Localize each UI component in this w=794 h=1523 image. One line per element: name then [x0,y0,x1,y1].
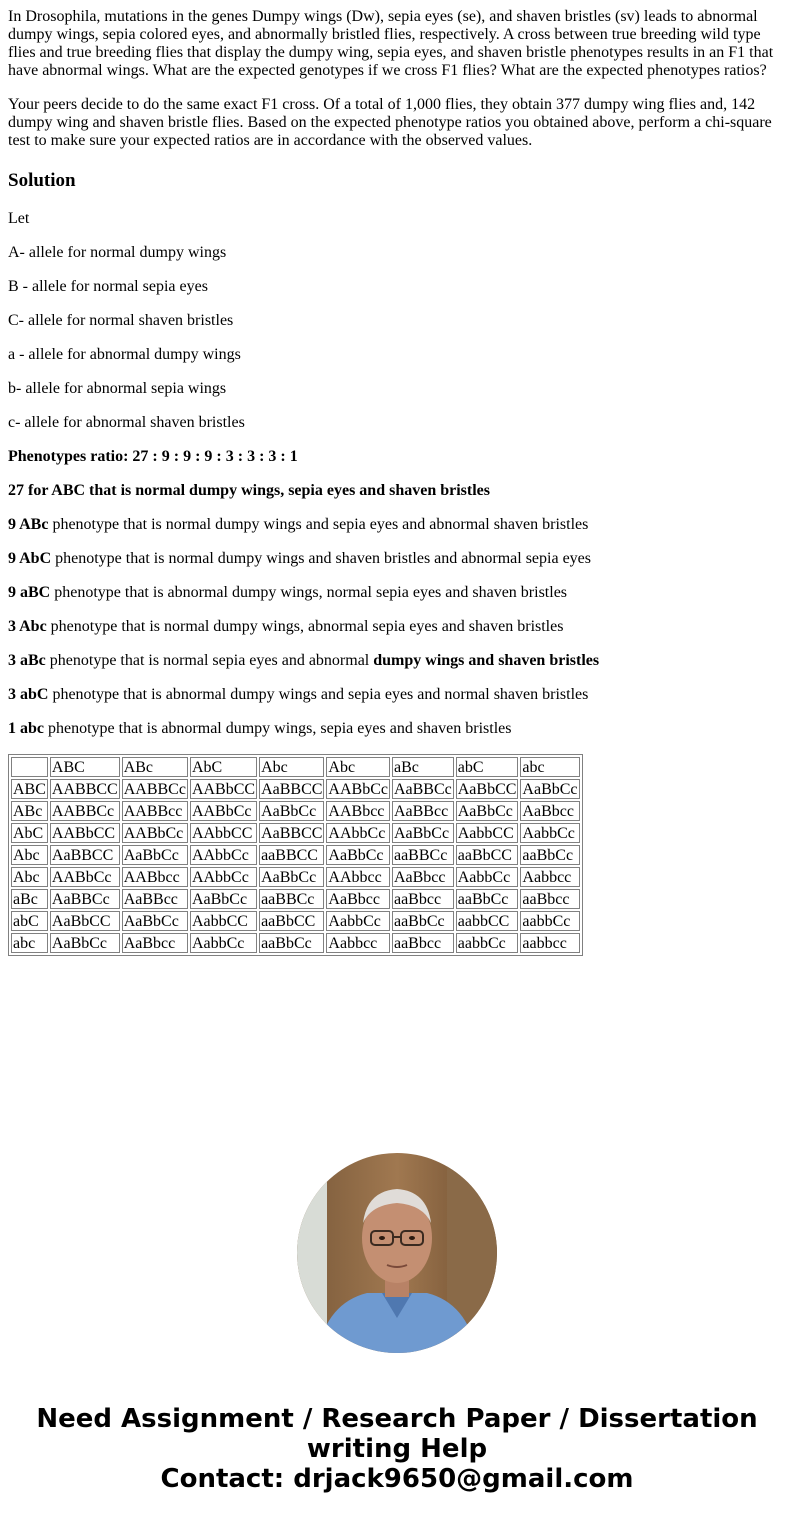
ratio-label: 3 Abc [8,618,47,635]
table-row-label: abc [11,933,48,953]
allele-line: A- allele for normal dumpy wings [8,244,227,261]
table-cell: AaBbcc [122,933,188,953]
table-cell: AaBBCC [50,845,120,865]
ratio-line [8,720,786,738]
table-cell: aaBbCc [392,911,454,931]
promo-contact[interactable]: Contact: drjack9650@gmail.com [160,1464,634,1494]
phenotype-ratio-text: Phenotypes ratio: 27 : 9 : 9 : 9 : 3 : 3 : 3 : 1 [8,448,298,465]
table-header-cell [11,757,48,777]
question-paragraph-2: Your peers decide to do the same exact F1 cross. Of a total of 1,000 flies, they obtain 377 dumpy wing flies and, 142 dumpy wing and shaven bristle flies. Based on the expected phenotype ratios you obtained above, perform a chi-square test to make sure your expected ratios are in accordance with the observed values. [8,96,772,149]
table-cell: AABBCc [50,801,120,821]
question-paragraph-1: In Drosophila, mutations in the genes Dumpy wings (Dw), sepia eyes (se), and shaven bristles (sv) leads to abnormal dumpy wings, sepia colored eyes, and abnormally bristled flies, respectively. A cross between true breeding wild type flies and true breeding flies that display the dumpy wing, sepia eyes, and shaven bristle phenotypes results in an F1 that have abnormal wings. What are the expected genotypes if we cross F1 flies? What are the expected phenotypes ratios? [8,8,774,79]
ratio-label: 9 AbC [8,550,52,567]
table-cell: AabbCc [326,911,390,931]
table-cell: AABbCc [190,801,257,821]
table-cell: aabbCC [456,911,519,931]
table-cell: AabbCc [520,823,579,843]
table-cell: AaBbCc [190,889,257,909]
author-portrait-image [297,1153,497,1353]
table-row-label: ABc [11,801,48,821]
table-cell: aaBbCc [456,889,519,909]
table-cell: AaBbcc [392,867,454,887]
ratio-line [8,652,786,670]
table-header-cell: ABc [122,757,188,777]
table-cell: AaBBCC [261,825,323,842]
table-cell: AaBbCc [522,781,578,798]
author-avatar [297,1153,497,1353]
table-header-cell: Abc [326,757,390,777]
table-cell: aaBbCc [259,933,324,953]
table-cell: AaBBcc [122,889,188,909]
table-cell: aabbcc [520,933,579,953]
table-cell: AaBbCc [456,801,519,821]
table-row [11,911,580,931]
table-cell: Aabbcc [326,933,390,953]
table-row [11,845,580,865]
table-cell: AaBbCc [122,911,188,931]
table-header-cell: ABC [50,757,120,777]
table-cell: AABbcc [326,801,390,821]
table-cell: AaBBCc [393,781,452,798]
table-cell: aaBBCC [259,845,324,865]
table-cell: AAbbCc [190,845,257,865]
ratio-description: phenotype that is normal dumpy wings, abnormal sepia eyes and shaven bristles [46,618,564,635]
ratio-description: phenotype that is abnormal dumpy wings, normal sepia eyes and shaven bristles [50,584,568,601]
table-cell: AAbbcc [326,867,390,887]
table-cell: AAbbCc [190,867,257,887]
table-row [11,867,580,887]
ratio-line [8,516,786,534]
table-cell: AABBCc [123,781,186,798]
promo-line-1: Need Assignment / Research Paper / Dissertation [36,1404,758,1434]
ratio-label: 3 abC [8,686,49,703]
table-cell: AaBbCc [259,801,324,821]
table-row-label: Abc [11,867,48,887]
table-cell: aaBbcc [392,933,454,953]
table-cell: AaBBCC [261,781,323,798]
table-cell: AaBbCc [326,845,390,865]
table-cell: AABbcc [122,867,188,887]
table-cell: AABBcc [122,801,188,821]
table-row-label: abC [11,911,48,931]
table-cell: aaBbCC [259,911,324,931]
table-header-cell: aBc [392,757,454,777]
table-cell: aaBbCC [456,845,519,865]
promo-line-2: writing Help [306,1434,488,1464]
ratio-27-line [8,482,786,500]
table-row-label: aBc [11,889,48,909]
ratio-description: phenotype that is abnormal dumpy wings, sepia eyes and shaven bristles [44,720,512,737]
ratio-27-text: 27 for ABC that is normal dumpy wings, sepia eyes and shaven bristles [8,482,490,499]
table-row [11,779,580,799]
ratio-description: phenotype that is abnormal dumpy wings and sepia eyes and normal shaven bristles [48,686,589,703]
document-body [8,0,786,956]
table-cell: AABBCC [51,781,118,798]
table-cell: Aabbcc [520,867,579,887]
table-row [11,823,580,843]
table-header-cell: abc [520,757,579,777]
ratio-label: 9 ABc [8,516,49,533]
allele-line: c- allele for abnormal shaven bristles [8,414,245,431]
let-line: Let [8,210,30,227]
ratio-description: phenotype that is normal sepia eyes and abnormal [45,652,374,669]
table-row [11,801,580,821]
table-cell: AaBbcc [520,801,579,821]
ratio-line [8,550,786,568]
table-cell: aaBbCc [520,845,579,865]
allele-line: B - allele for normal sepia eyes [8,278,208,295]
ratio-description-bold: dumpy wings and shaven bristles [373,652,600,669]
table-cell: aaBbcc [392,889,454,909]
table-cell: AabbCC [190,911,257,931]
table-row [11,889,580,909]
table-cell: AABbCc [122,823,188,843]
table-cell: AaBbCc [259,867,324,887]
table-header-cell: AbC [190,757,257,777]
table-cell: aaBbcc [520,889,579,909]
table-header-cell: abC [456,757,519,777]
table-cell: AABbCC [191,781,256,798]
allele-line: b- allele for abnormal sepia wings [8,380,227,397]
table-cell: AaBbCc [392,823,454,843]
table-cell: aaBBCc [392,845,454,865]
promo-banner [0,1404,794,1494]
allele-line: a - allele for abnormal dumpy wings [8,346,241,363]
table-cell: AaBBCc [50,889,120,909]
table-cell: aabbCc [520,911,579,931]
table-cell: AAbbCC [190,823,257,843]
table-row-label: Abc [11,845,48,865]
table-cell: AABbCC [50,823,120,843]
ratio-label: 1 abc [8,720,44,737]
table-cell: AaBbcc [326,889,390,909]
table-row-label: AbC [11,823,48,843]
ratio-description: phenotype that is normal dumpy wings and sepia eyes and abnormal shaven bristles [48,516,589,533]
table-cell: AaBbCC [457,781,517,798]
table-cell: AabbCC [456,823,519,843]
punnett-square-body [11,757,580,953]
table-cell: AaBbCc [50,933,120,953]
phenotype-ratio [8,448,786,466]
allele-line: C- allele for normal shaven bristles [8,312,234,329]
table-header-row [11,757,580,777]
table-header-cell: Abc [259,757,324,777]
ratio-description: phenotype that is normal dumpy wings and shaven bristles and abnormal sepia eyes [51,550,592,567]
table-cell: AaBBcc [392,801,454,821]
table-cell: AaBbCC [50,911,120,931]
punnett-square-table [8,754,583,956]
table-cell: AABbCc [328,781,388,798]
ratio-label: 9 aBC [8,584,51,601]
table-row [11,933,580,953]
ratio-line [8,584,786,602]
ratio-line [8,686,786,704]
table-cell: AAbbCc [326,823,390,843]
table-cell: aabbCc [456,933,519,953]
solution-heading: Solution [8,170,76,191]
table-cell: AabbCc [456,867,519,887]
table-cell: aaBBCc [259,889,324,909]
ratio-line [8,618,786,636]
table-cell: AaBbCc [122,845,188,865]
table-cell: AABbCc [50,867,120,887]
table-row-label: ABC [13,781,46,798]
ratio-label: 3 aBc [8,652,46,669]
table-cell: AabbCc [190,933,257,953]
